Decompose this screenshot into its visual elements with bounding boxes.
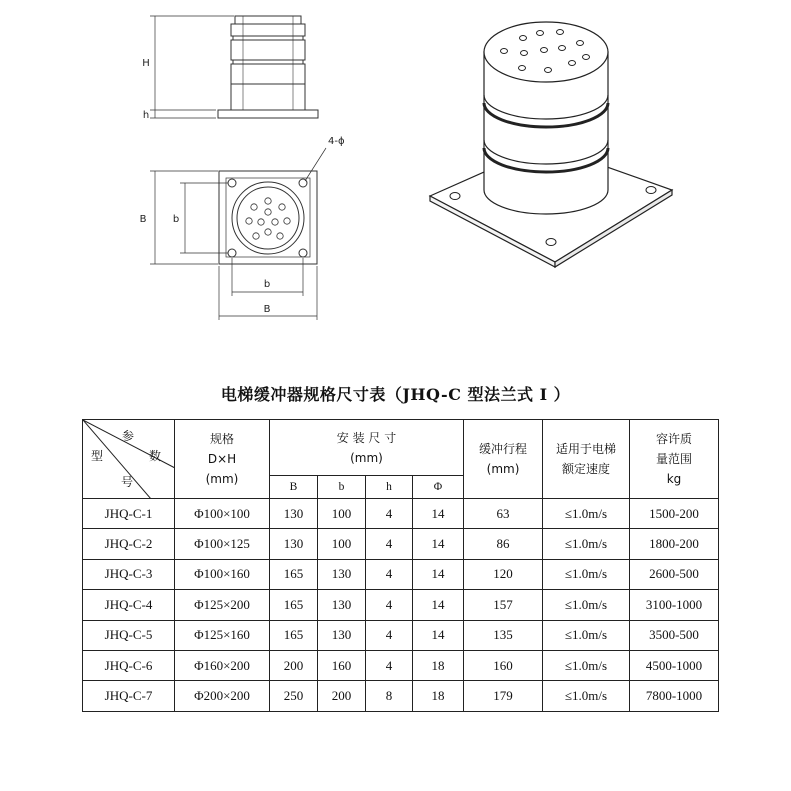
cell-b: 200 (270, 650, 318, 680)
front-elevation-drawing (150, 16, 318, 118)
cell-spec: Φ125×160 (175, 620, 270, 650)
cell-speed: ≤1.0m/s (543, 499, 630, 529)
cell-phi: 18 (413, 650, 464, 680)
dim-label-H: H (142, 58, 150, 69)
cell-phi: 14 (413, 499, 464, 529)
cell-speed: ≤1.0m/s (543, 681, 630, 711)
cell-b: 130 (270, 499, 318, 529)
cell-b: 165 (270, 559, 318, 589)
cell-model: JHQ-C-5 (83, 620, 175, 650)
cell-stroke: 86 (464, 529, 543, 559)
cell-model: JHQ-C-2 (83, 529, 175, 559)
table-title: 电梯缓冲器规格尺寸表（JHQ-C 型法兰式 I ） (220, 385, 571, 404)
speed-header-line2: 额定速度 (562, 462, 611, 476)
install-sub-header-B: B (270, 476, 318, 499)
cell-spec: Φ160×200 (175, 650, 270, 680)
cell-b: 100 (318, 499, 366, 529)
cell-stroke: 179 (464, 681, 543, 711)
stroke-header-line2: (mm) (486, 462, 520, 476)
spec-header-line3: (mm) (205, 472, 239, 486)
cell-speed: ≤1.0m/s (543, 590, 630, 620)
cell-speed: ≤1.0m/s (543, 529, 630, 559)
table-row (83, 590, 719, 620)
table-row (83, 620, 719, 650)
cell-spec: Φ200×200 (175, 681, 270, 711)
dim-label-b-side: b (172, 214, 180, 225)
cell-b: 130 (318, 620, 366, 650)
cell-b: 200 (318, 681, 366, 711)
cell-speed: ≤1.0m/s (543, 650, 630, 680)
cell-mass: 4500-1000 (630, 650, 719, 680)
cell-mass: 2600-500 (630, 559, 719, 589)
cell-spec: Φ125×200 (175, 590, 270, 620)
cell-h: 4 (366, 499, 413, 529)
plan-view-drawing (150, 148, 326, 320)
table-row (83, 650, 719, 680)
cell-h: 4 (366, 590, 413, 620)
spec-table-body (83, 499, 719, 712)
dim-label-B-bottom: B (263, 304, 271, 315)
cell-stroke: 135 (464, 620, 543, 650)
spec-header-line1: 规格 (209, 432, 234, 446)
cell-phi: 14 (413, 590, 464, 620)
corner-label-mid-left: 型 (91, 449, 104, 463)
dim-label-B-side: B (139, 214, 147, 225)
mass-header-line3: kg (666, 472, 682, 486)
cell-model: JHQ-C-4 (83, 590, 175, 620)
cell-h: 4 (366, 650, 413, 680)
cell-model: JHQ-C-1 (83, 499, 175, 529)
technical-drawings (0, 0, 791, 360)
cell-h: 4 (366, 529, 413, 559)
cell-model: JHQ-C-3 (83, 559, 175, 589)
speed-header-line1: 适用于电梯 (556, 442, 617, 456)
cell-b: 165 (270, 590, 318, 620)
mass-header-line1: 容许质 (656, 432, 693, 446)
corner-header-cell (83, 420, 175, 499)
mass-header (630, 420, 719, 499)
table-row (83, 529, 719, 559)
cell-phi: 14 (413, 529, 464, 559)
cell-b: 165 (270, 620, 318, 650)
install-sub-header-phi: Φ (413, 476, 464, 499)
table-row (83, 499, 719, 529)
install-header-line1: 安 装 尺 寸 (336, 430, 397, 445)
cell-stroke: 63 (464, 499, 543, 529)
cell-speed: ≤1.0m/s (543, 620, 630, 650)
cell-phi: 18 (413, 681, 464, 711)
corner-label-bottom: 号 (121, 475, 134, 489)
cell-spec: Φ100×160 (175, 559, 270, 589)
speed-header (543, 420, 630, 499)
spec-header-line2: D×H (207, 452, 237, 466)
cell-speed: ≤1.0m/s (543, 559, 630, 589)
spec-table (82, 419, 719, 712)
mass-header-line2: 量范围 (656, 452, 693, 466)
cell-model: JHQ-C-7 (83, 681, 175, 711)
stroke-header-line1: 缓冲行程 (479, 442, 528, 456)
cell-mass: 3100-1000 (630, 590, 719, 620)
cell-b: 250 (270, 681, 318, 711)
install-header-line2: (mm) (350, 450, 383, 465)
cell-phi: 14 (413, 620, 464, 650)
cell-spec: Φ100×100 (175, 499, 270, 529)
table-row (83, 681, 719, 711)
cell-b: 130 (318, 590, 366, 620)
table-row (83, 559, 719, 589)
install-sub-header-b: b (318, 476, 366, 499)
install-header (270, 420, 464, 476)
cell-h: 4 (366, 620, 413, 650)
dim-label-h: h (142, 110, 150, 121)
spec-header (175, 420, 270, 499)
dim-label-hole: 4-ϕ (328, 136, 345, 147)
cell-spec: Φ100×125 (175, 529, 270, 559)
cell-stroke: 160 (464, 650, 543, 680)
install-sub-header-h: h (366, 476, 413, 499)
cell-b: 130 (318, 559, 366, 589)
cell-h: 8 (366, 681, 413, 711)
cell-phi: 14 (413, 559, 464, 589)
cell-stroke: 120 (464, 559, 543, 589)
cell-mass: 7800-1000 (630, 681, 719, 711)
corner-label-mid-right: 数 (149, 449, 162, 463)
cell-model: JHQ-C-6 (83, 650, 175, 680)
cell-mass: 1500-200 (630, 499, 719, 529)
isometric-view-drawing (430, 22, 672, 267)
cell-h: 4 (366, 559, 413, 589)
cell-b: 160 (318, 650, 366, 680)
corner-label-top: 参 (122, 429, 135, 443)
stroke-header (464, 420, 543, 499)
cell-mass: 3500-500 (630, 620, 719, 650)
dim-label-b-bottom: b (263, 279, 271, 290)
cell-b: 100 (318, 529, 366, 559)
cell-b: 130 (270, 529, 318, 559)
cell-stroke: 157 (464, 590, 543, 620)
cell-mass: 1800-200 (630, 529, 719, 559)
